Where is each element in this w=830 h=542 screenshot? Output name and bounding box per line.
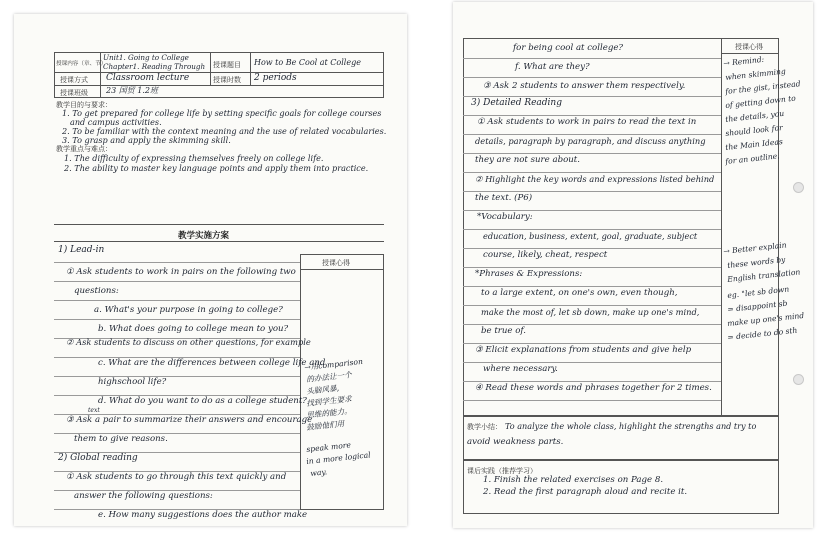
- side-note-line: 思维的能力。: [305, 406, 353, 420]
- insert-word: text: [88, 407, 100, 414]
- summary-line: avoid weakness parts.: [467, 437, 564, 447]
- detailed-reading-heading: 3) Detailed Reading: [471, 98, 562, 108]
- side-note-line: = disappoint sb: [726, 298, 788, 314]
- ruled-line: [463, 134, 721, 135]
- difficulty-line: 1. The difficulty of expressing themselves freely on college life.: [64, 153, 324, 163]
- ruled-line: [463, 400, 721, 401]
- ruled-line: [463, 305, 721, 306]
- ruled-line: [463, 77, 721, 78]
- side-note-line: make up one's mind: [726, 310, 805, 328]
- class-label: 授课班级: [60, 89, 88, 97]
- side-note-line: the details, you: [724, 108, 785, 124]
- binder-hole: [793, 374, 804, 385]
- body-line: ③ Ask 2 students to answer them respectively.: [483, 81, 686, 91]
- plan-title: 教学实施方案: [178, 231, 230, 241]
- body-line: ① Ask students to work in pairs to read the text in: [477, 117, 697, 127]
- difficulties-label: 教学重点与难点：: [56, 145, 112, 153]
- objective-line: 2. To be familiar with the context meaning and the use of related vocabularies.: [62, 126, 387, 136]
- header-row-divider: [54, 72, 384, 73]
- ruled-line: [463, 229, 721, 230]
- global-reading-heading: 2) Global reading: [58, 453, 138, 463]
- class-value: 23 国贸 1.2班: [106, 86, 158, 95]
- body-line: for being cool at college?: [513, 43, 624, 53]
- content-value-1: Unit1. Going to College: [103, 53, 189, 62]
- body-line: the text. (P6): [475, 193, 533, 203]
- ruled-line: [463, 286, 721, 287]
- notes-header: 授课心得: [322, 259, 350, 267]
- side-note-line: → Better explain: [722, 240, 787, 256]
- body-line: f. What are they?: [515, 62, 590, 72]
- ruled-line: [463, 58, 721, 59]
- body-line: make the most of, let sb down, make up one's mind,: [481, 307, 700, 317]
- side-note-line: →用comparison: [303, 356, 364, 372]
- body-line: answer the following questions:: [74, 491, 213, 501]
- side-note-line: for the gist, instead: [724, 79, 801, 96]
- body-line: be true of.: [481, 326, 527, 336]
- objectives-label: 教学目的与要求：: [56, 101, 112, 109]
- ruled-line: [463, 115, 721, 116]
- ruled-line: [463, 362, 721, 363]
- body-line: ② Ask students to discuss on other questions, for example: [66, 337, 311, 347]
- side-note-line: the Main Ideas: [724, 136, 784, 152]
- body-line: them to give reasons.: [74, 434, 168, 444]
- content-value-2: Chapter1. Reading Through: [103, 62, 206, 71]
- body-line: ③ Elicit explanations from students and give help: [475, 345, 692, 355]
- body-line: *Vocabulary:: [477, 212, 533, 222]
- body-line: where necessary.: [483, 364, 558, 374]
- summary-label: 教学小结：: [467, 423, 502, 431]
- body-line: ① Ask students to go through this text quickly and: [66, 472, 287, 482]
- body-line: *Phrases & Expressions:: [475, 269, 583, 279]
- side-note-line: speak more: [305, 440, 352, 454]
- lead-in-heading: 1) Lead-in: [58, 245, 105, 255]
- side-note-line: way.: [309, 467, 328, 478]
- ruled-line: [463, 343, 721, 344]
- body-line: c. What are the differences between college life and: [98, 358, 326, 368]
- topic-label: 授课题目: [213, 61, 241, 69]
- ruled-line: [463, 324, 721, 325]
- side-note-line: 鼓励他们用: [305, 419, 345, 432]
- body-line: course, likely, cheat, respect: [483, 250, 608, 260]
- notes-header-divider: [300, 269, 384, 270]
- ruled-line: [54, 300, 300, 301]
- body-line: ① Ask students to work in pairs on the following two: [66, 267, 296, 277]
- side-note-line: these words by: [726, 254, 786, 270]
- notes-header-divider: [721, 53, 779, 54]
- ruled-line: [463, 172, 721, 173]
- method-label: 授课方式: [60, 76, 88, 84]
- side-note-line: = decide to do sth: [726, 325, 798, 342]
- topic-value: How to Be Cool at College: [254, 58, 361, 67]
- body-line: a. What's your purpose in going to college?: [94, 305, 283, 315]
- notes-column-divider: [721, 38, 722, 416]
- ruled-line: [463, 96, 721, 97]
- side-note-line: eg. "let sb down: [726, 284, 790, 300]
- summary-line: To analyze the whole class, highlight the strengths and try to: [505, 421, 757, 431]
- side-note-line: 头脑风暴,: [305, 383, 340, 396]
- body-line: e. How many suggestions does the author make: [98, 510, 308, 520]
- objective-line: 3. To grasp and apply the skimming skill.: [62, 135, 231, 145]
- header-row-divider: [54, 85, 384, 86]
- ruled-line: [463, 153, 721, 154]
- ruled-line: [54, 281, 300, 282]
- ruled-line: [463, 191, 721, 192]
- binder-hole: [793, 182, 804, 193]
- objective-line: 1. To get prepared for college life by setting specific goals for college courses: [62, 108, 382, 118]
- body-line: education, business, extent, goal, graduate, subject: [483, 231, 698, 241]
- body-line: they are not sure about.: [475, 155, 580, 165]
- content-label: 授课内容（章、节）: [56, 61, 107, 67]
- section-divider: [54, 224, 384, 225]
- body-line: questions:: [74, 286, 119, 296]
- hours-value: 2 periods: [254, 73, 297, 83]
- side-note-line: 找到学生要求: [305, 394, 353, 408]
- practice-line: 2. Read the first paragraph aloud and recite it.: [483, 487, 688, 497]
- body-line: to a large extent, on one's own, even though,: [481, 288, 678, 298]
- ruled-line: [463, 381, 721, 382]
- ruled-line: [463, 210, 721, 211]
- side-note-line: when skimming: [724, 66, 787, 82]
- header-col-divider: [210, 52, 211, 85]
- body-line: b. What does going to college mean to you?: [98, 324, 289, 334]
- body-line: details, paragraph by paragraph, and discuss anything: [475, 136, 706, 146]
- difficulty-line: 2. The ability to master key language points and apply them into practice.: [64, 163, 369, 173]
- ruled-line: [54, 376, 300, 377]
- side-note-line: → Remind:: [722, 54, 765, 68]
- header-col-divider: [250, 52, 251, 85]
- practice-label: 课后实践（推荐学习）: [467, 467, 537, 475]
- notes-header: 授课心得: [735, 43, 763, 51]
- body-line: highschool life?: [98, 377, 167, 387]
- ruled-line: [54, 319, 300, 320]
- hours-label: 授课时数: [213, 76, 241, 84]
- body-line: ④ Read these words and phrases together for 2 times.: [475, 383, 712, 393]
- side-note-line: should look for: [724, 122, 784, 138]
- objective-line: and campus activities.: [70, 117, 162, 127]
- ruled-line: [463, 248, 721, 249]
- right-page: [453, 2, 813, 528]
- side-note-line: 的办法让一个: [305, 370, 353, 384]
- side-note-line: of getting down to: [724, 93, 797, 110]
- ruled-line: [54, 262, 300, 263]
- body-line: d. What do you want to do as a college student?: [98, 396, 307, 406]
- body-line: ② Highlight the key words and expressions listed behind: [475, 174, 715, 184]
- side-note-line: for an outline.: [724, 151, 780, 166]
- ruled-line: [463, 267, 721, 268]
- practice-line: 1. Finish the related exercises on Page 8.: [483, 475, 664, 485]
- side-note-line: English translation: [726, 267, 801, 284]
- side-note-line: in a more logical: [305, 450, 371, 466]
- body-line: ③ Ask a pair to summarize their answers and encourage: [66, 415, 313, 425]
- left-page: [14, 14, 407, 526]
- section-divider: [54, 241, 384, 242]
- method-value: Classroom lecture: [106, 73, 190, 83]
